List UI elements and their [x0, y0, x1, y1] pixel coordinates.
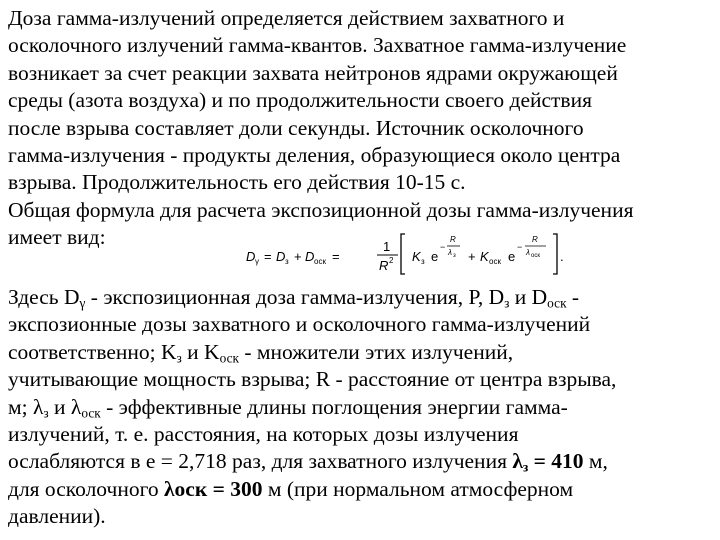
- formula-frac-den: R: [379, 258, 389, 273]
- text-line: среды (азота воздуха) и по продолжительности своего действия: [8, 88, 592, 113]
- formula-exp2-minus: −: [517, 242, 523, 252]
- formula-lhs-sub: γ: [255, 257, 259, 266]
- formula-e2: e: [508, 249, 516, 264]
- formula-dosk-sub: оск: [314, 257, 326, 266]
- text-run: соответственно; K: [8, 339, 177, 364]
- text-line: осколочного излучений гамма-квантов. Захватное гамма-излучение: [8, 33, 627, 58]
- bold-subscript: з: [522, 459, 529, 475]
- subscript: оск: [81, 404, 101, 420]
- formula-dz-sub: з: [285, 257, 289, 266]
- formula-exp1-den: λ: [448, 248, 452, 257]
- dose-formula: [244, 231, 584, 277]
- text-line: Общая формула для расчета экспозиционной дозы гамма-излучения: [8, 197, 634, 222]
- text-line: [8, 284, 714, 311]
- formula-kosk-sub: оск: [489, 257, 501, 266]
- bold-value: λоск = 300: [163, 476, 263, 501]
- formula-exp2-num: R: [532, 235, 538, 244]
- subscript: з: [504, 295, 510, 311]
- text-line: гамма-излучения - продукты деления, образующиеся около центра: [8, 142, 621, 167]
- text-line: взрыва. Продолжительность его действия 10-15 с.: [8, 170, 466, 195]
- text-line: [8, 448, 714, 475]
- formula-exp2-den: λ: [526, 248, 530, 257]
- text-run: м,: [583, 449, 608, 474]
- formula-exp1-num: R: [450, 235, 456, 244]
- subscript: з: [176, 350, 182, 366]
- formula-lhs: D: [246, 249, 256, 264]
- formula-frac-den-exp: 2: [389, 256, 394, 265]
- text-run: ослабляются в е = 2,718 раз, для захватного излучения: [8, 449, 513, 474]
- text-run: - множители этих излучений,: [238, 339, 514, 364]
- text-run: Здесь D: [8, 285, 80, 309]
- text-line: Доза гамма-излучений определяется действием захватного и: [8, 6, 565, 30]
- text-line: излучений, т. е. расстояния, на которых дозы излучения: [8, 421, 519, 446]
- text-line: [8, 394, 714, 421]
- formula-exp1-den-sub: з: [453, 253, 456, 259]
- text-run: м; λ: [8, 394, 44, 419]
- formula-right-bracket: [553, 234, 557, 274]
- subscript: оск: [547, 295, 567, 311]
- subscript: γ: [79, 295, 86, 311]
- formula-frac-num: 1: [383, 239, 391, 254]
- formula-left-bracket: [401, 234, 405, 274]
- formula-exp1-minus: −: [440, 242, 446, 252]
- text-run: и λ: [48, 394, 82, 419]
- text-run: м (при нормальном атмосферном: [262, 476, 574, 501]
- text-run: и K: [181, 339, 220, 364]
- formula-eq: =: [264, 249, 272, 264]
- formula-kosk: K: [480, 249, 489, 264]
- formula-dosk: D: [305, 249, 315, 264]
- bold-value: = 410: [528, 449, 584, 474]
- intro-paragraph: [8, 5, 714, 252]
- formula-dz: D: [276, 249, 286, 264]
- text-line: возникает за счет реакции захвата нейтронов ядрами окружающей: [8, 60, 618, 85]
- subscript: з: [43, 404, 49, 420]
- text-line: [8, 476, 714, 503]
- text-line: [8, 339, 714, 366]
- text-run: и D: [509, 285, 548, 309]
- text-run: - экспозиционная доза гамма-излучения, Р, D: [85, 285, 505, 309]
- formula-kz-sub: з: [421, 257, 425, 266]
- formula-plus: +: [294, 249, 302, 264]
- formula-graphic: [244, 231, 584, 277]
- formula-plus2: +: [468, 249, 476, 264]
- text-line: учитывающие мощность взрыва; R - расстояние от центра взрыва,: [8, 367, 617, 392]
- text-run: - эффективные длины поглощения энергии гамма-: [100, 394, 568, 419]
- bold-lambda: λ: [512, 449, 523, 474]
- formula-trail: .: [560, 249, 564, 264]
- formula-kz: K: [412, 249, 421, 264]
- text-line: имеет вид:: [8, 225, 106, 250]
- formula-e1: e: [431, 249, 439, 264]
- formula-exp2-den-sub: оск: [531, 253, 540, 259]
- text-run: -: [566, 285, 580, 309]
- text-line: давлении).: [8, 504, 106, 529]
- formula-eq2: =: [332, 249, 340, 264]
- text-line: после взрыва составляет доли секунды. Источник осколочного: [8, 115, 584, 140]
- text-run: для осколочного: [8, 476, 164, 501]
- text-line: экспозионные дозы захватного и осколочного гамма-излучений: [8, 312, 591, 337]
- subscript: оск: [219, 350, 239, 366]
- definitions-paragraph: [8, 284, 714, 531]
